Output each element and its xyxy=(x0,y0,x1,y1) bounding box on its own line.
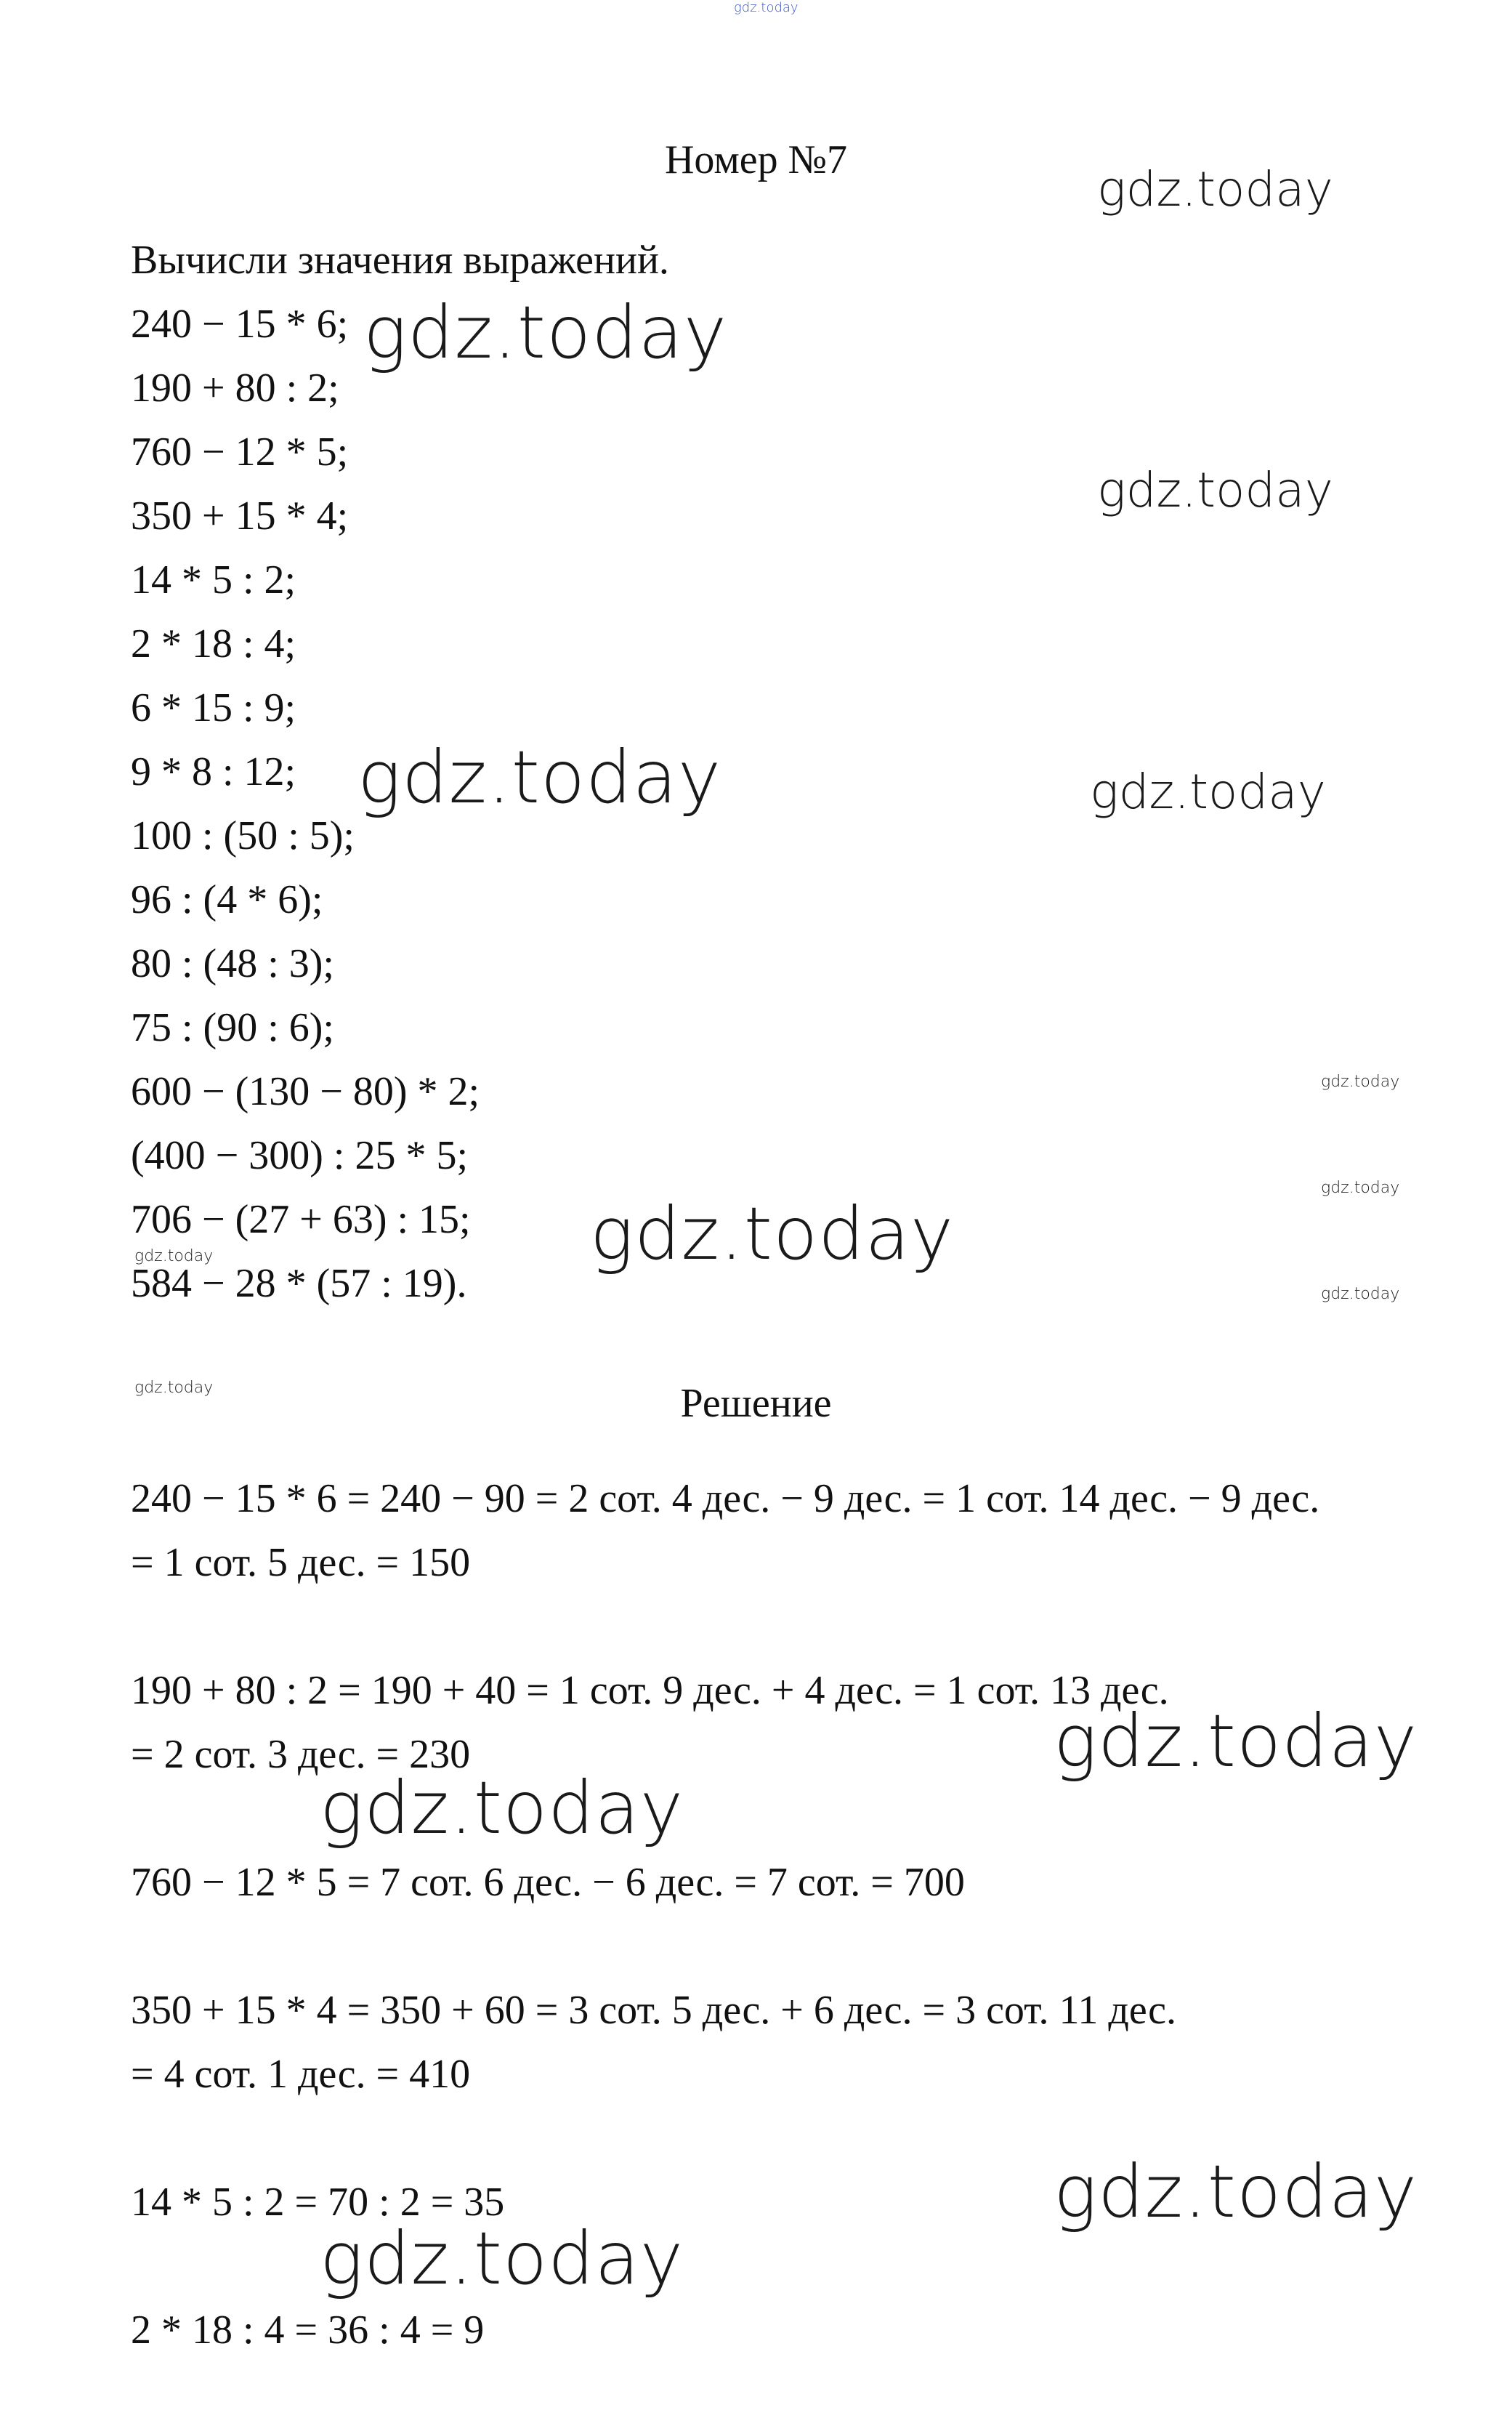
solution-line: 350 + 15 * 4 = 350 + 60 = 3 сот. 5 дес. + 6 дес. = 3 сот. 11 дес. xyxy=(131,1988,1176,2033)
list-item: 96 : (4 * 6); xyxy=(131,877,323,922)
solution-line: = 2 сот. 3 дес. = 230 xyxy=(131,1732,471,1777)
watermark-top: gdz.today xyxy=(734,0,799,15)
watermark: gdz.today xyxy=(1097,161,1333,217)
list-item: 350 + 15 * 4; xyxy=(131,493,349,539)
watermark: gdz.today xyxy=(1321,1285,1400,1303)
solution-title: Решение xyxy=(680,1381,832,1426)
watermark: gdz.today xyxy=(320,1765,684,1850)
page-title: Номер №7 xyxy=(664,137,848,182)
watermark: gdz.today xyxy=(1321,1179,1400,1197)
solution-line: 760 − 12 * 5 = 7 сот. 6 дес. − 6 дес. = 7 сот. = 700 xyxy=(131,1860,965,1905)
list-item: 6 * 15 : 9; xyxy=(131,685,296,730)
solution-line: 190 + 80 : 2 = 190 + 40 = 1 сот. 9 дес. + 4 дес. = 1 сот. 13 дес. xyxy=(131,1668,1169,1713)
list-item: 190 + 80 : 2; xyxy=(131,366,339,411)
list-item: 2 * 18 : 4; xyxy=(131,621,296,666)
watermark: gdz.today xyxy=(357,735,722,820)
solution-line: = 1 сот. 5 дес. = 150 xyxy=(131,1540,471,1585)
list-item: 600 − (130 − 80) * 2; xyxy=(131,1069,480,1114)
watermark: gdz.today xyxy=(1090,764,1326,820)
list-item: 9 * 8 : 12; xyxy=(131,749,296,794)
list-item: 100 : (50 : 5); xyxy=(131,813,355,858)
watermark: gdz.today xyxy=(1054,1698,1418,1784)
list-item: 80 : (48 : 3); xyxy=(131,941,334,986)
solution-line: 14 * 5 : 2 = 70 : 2 = 35 xyxy=(131,2180,505,2225)
watermark: gdz.today xyxy=(363,290,728,375)
watermark: gdz.today xyxy=(320,2216,684,2301)
watermark: gdz.today xyxy=(1054,2149,1418,2234)
solution-line: 2 * 18 : 4 = 36 : 4 = 9 xyxy=(131,2308,485,2353)
list-item: 14 * 5 : 2; xyxy=(131,557,296,603)
watermark: gdz.today xyxy=(1321,1073,1400,1091)
watermark: gdz.today xyxy=(1097,462,1333,518)
list-item: (400 − 300) : 25 * 5; xyxy=(131,1133,468,1178)
solution-line: 240 − 15 * 6 = 240 − 90 = 2 сот. 4 дес. − 9 дес. = 1 сот. 14 дес. − 9 дес. xyxy=(131,1476,1320,1521)
task-text: Вычисли значения выражений. xyxy=(131,238,669,283)
list-item: 75 : (90 : 6); xyxy=(131,1005,334,1050)
list-item: 760 − 12 * 5; xyxy=(131,430,349,475)
watermark: gdz.today xyxy=(590,1191,955,1276)
list-item: 240 − 15 * 6; xyxy=(131,302,349,347)
watermark: gdz.today xyxy=(134,1247,214,1265)
list-item: 584 − 28 * (57 : 19). xyxy=(131,1261,467,1306)
solution-line: = 4 сот. 1 дес. = 410 xyxy=(131,2052,471,2097)
list-item: 706 − (27 + 63) : 15; xyxy=(131,1197,471,1242)
watermark: gdz.today xyxy=(134,1379,214,1397)
